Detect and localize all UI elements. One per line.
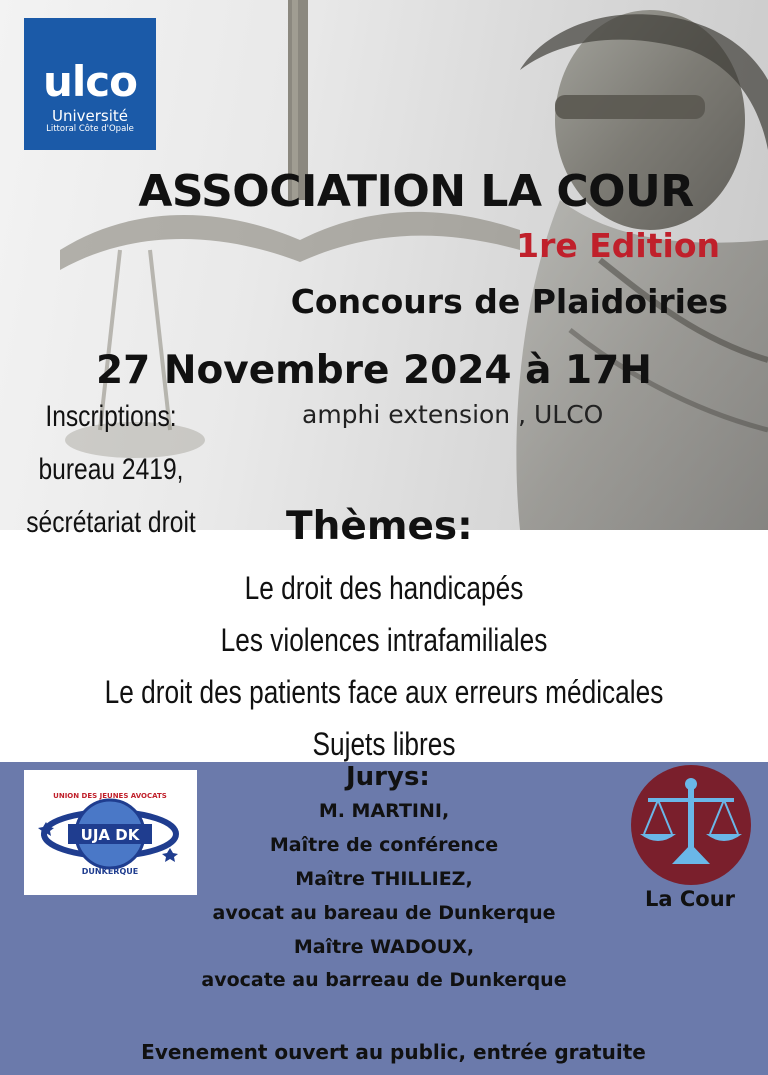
inscriptions-office: bureau 2419,: [38, 453, 184, 486]
theme-item: Le droit des handicapés: [244, 570, 524, 606]
scales-of-justice-icon: [630, 764, 752, 886]
jury-line: avocat au bareau de Dunkerque: [212, 902, 556, 924]
jury-line: Maître WADOUX,: [293, 936, 475, 958]
theme-item: Les violences intrafamiliales: [220, 622, 548, 658]
association-title: ASSOCIATION LA COUR: [138, 166, 694, 217]
ulco-logo-subtitle: Littoral Côte d'Opale: [46, 124, 134, 134]
ulco-logo-name: ulco: [42, 57, 138, 106]
jury-line: M. MARTINI,: [318, 800, 450, 822]
jury-line: Maître de conférence: [269, 834, 499, 856]
ulco-logo-university: Université: [51, 107, 129, 125]
inscriptions-heading: Inscriptions:: [45, 400, 177, 433]
jury-line: avocate au barreau de Dunkerque: [201, 969, 567, 991]
contest-title: Concours de Plaidoiries: [290, 282, 728, 321]
jury-title: Jurys:: [346, 762, 430, 792]
event-location: amphi extension , ULCO: [302, 400, 604, 429]
inscriptions-secretariat: sécrétariat droit: [26, 506, 196, 539]
edition-label: 1re Edition: [516, 226, 720, 265]
uja-logo-bottom-text: DUNKERQUE: [81, 867, 139, 876]
event-date: 27 Novembre 2024 à 17H: [96, 348, 652, 393]
jury-line: Maître THILLIEZ,: [295, 868, 473, 890]
uja-logo-center-text: UJA DK: [80, 826, 140, 844]
theme-item: Le droit des patients face aux erreurs médicales: [104, 674, 664, 710]
theme-item: Sujets libres: [312, 726, 456, 762]
uja-logo-ring-text: UNION DES JEUNES AVOCATS: [53, 792, 167, 800]
ulco-logo: [24, 18, 156, 150]
footer-note: Evenement ouvert au public, entrée gratuite: [141, 1040, 646, 1064]
la-cour-logo: [630, 764, 752, 886]
la-cour-label: La Cour: [645, 887, 736, 911]
themes-title: Thèmes:: [286, 504, 473, 549]
